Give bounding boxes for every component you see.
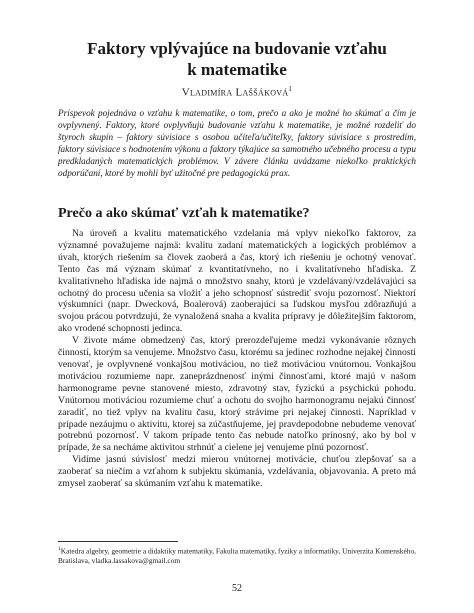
paragraph-1: Na úroveň a kvalitu matematického vzdelania má vplyv niekoľko faktorov, za významné považujeme najmä: kvalitu zadaní matematických a logických problémov a úvah, ktorých riešením sa človek zaoberá a čas, ktorý ich riešeniu je ochotný venovať. Tento čas má význam skúmať z kvantitatívneho, no i kvalitatívneho hľadiska. Z kvalitatívneho hľadiska ide najmä o množstvo snahy, ktorú je vzdelávaný/vzdelávajúci sa ochotný do procesu učenia sa vložiť a jeho schopnosť sústrediť svoju pozornosť. Niektorí výskumníci (napr. Dwecková, Boalerová) zaoberajúci sa ľudskou mysľou zdôrazňujú a svojou prácou potvrdzujú, že vynaložená snaha a kvalita prípravy je dôležitejším faktorom, ako vrodené schopnosti jedinca. [58,228,416,335]
page-number: 52 [232,583,242,594]
footnote-mark: 1 [58,546,61,552]
footnote-rule [58,541,178,542]
author-name: Vladimíra Laššáková [181,86,289,99]
section-heading: Prečo a ako skúmať vzťah k matematike? [58,206,310,221]
footnote [58,545,416,565]
title-line-2: k matematike [187,60,287,79]
title-line-1: Faktory vplývajúce na budovanie vzťahu [87,39,387,58]
author-line [40,85,434,99]
paragraph-3: Vidíme jasnú súvislosť medzi mierou vnútornej motivácie, chuťou zlepšovať sa a zaoberať sa niečím a vzťahom k subjektu skúmania, vzdelávania, objavovania. A preto má zmysel zaoberať sa skúmaním vzťahu k matematike. [58,454,416,490]
paragraph-2: V živote máme obmedzený čas, ktorý prerozdeľujeme medzi vykonávanie rôznych činností, ktorým sa venujeme. Množstvo času, ktorému sa jedinec rozhodne nejakej činnosti venovať, je ovplyvnené vonkajšou motiváciou, no tiež motiváciou vnútornou. Vonkajšou motiváciou rozumieme napr. zaneprázdnenosť inými činnosťami, ktoré majú v našom harmonograme pevne stanovené miesto, zdravotný stav, fyzickú a psychickú pohodu. Vnútornou motiváciou rozumieme chuť a ochotu do svojho harmonogramu nejakú činnosť zaradiť, no tiež vplyv na kvalitu času, ktorý strávime pri nejakej činnosti. Napríklad v prípade nezáujmu o aktivitu, ktorej sa zúčastňujeme, jej pravdepodobne nebudeme venovať potrebnú pozornosť. V takom prípade tento čas nebude natoľko prínosný, ako by bol v prípade, že sa necháme aktivitou strhnúť a cielene jej venujeme plnú pozornosť. [58,335,416,454]
footnote-text: Katedra algebry, geometrie a didaktiky matematiky, Fakulta matematiky, fyziky a informatiky, Univerzita Komenského, Bratislava, vladka.lassakova@gmail.com [58,546,416,565]
author-footnote-mark: 1 [288,85,293,93]
paper-title [40,38,434,80]
body-text [58,228,416,490]
abstract: Príspevok pojednáva o vzťahu k matematike, o tom, prečo a ako je možné ho skúmať a čím je ovplyvnený. Faktory, ktoré ovplyvňujú budovanie vzťahu k matematike, je možné rozdeliť do štyroch skupín – faktory súvisiace s osobou učiteľa/učiteľky, faktory súvisiace s prostredím, faktory súvisiace s hodnotením výkonu a faktory týkajúce sa samotného učebného procesu a typu predkladaných matematických problémov. V závere článku uvádzame niekoľko praktických odporúčaní, ktoré by mohli byť užitočné pre pedagogickú prax. [58,108,416,178]
